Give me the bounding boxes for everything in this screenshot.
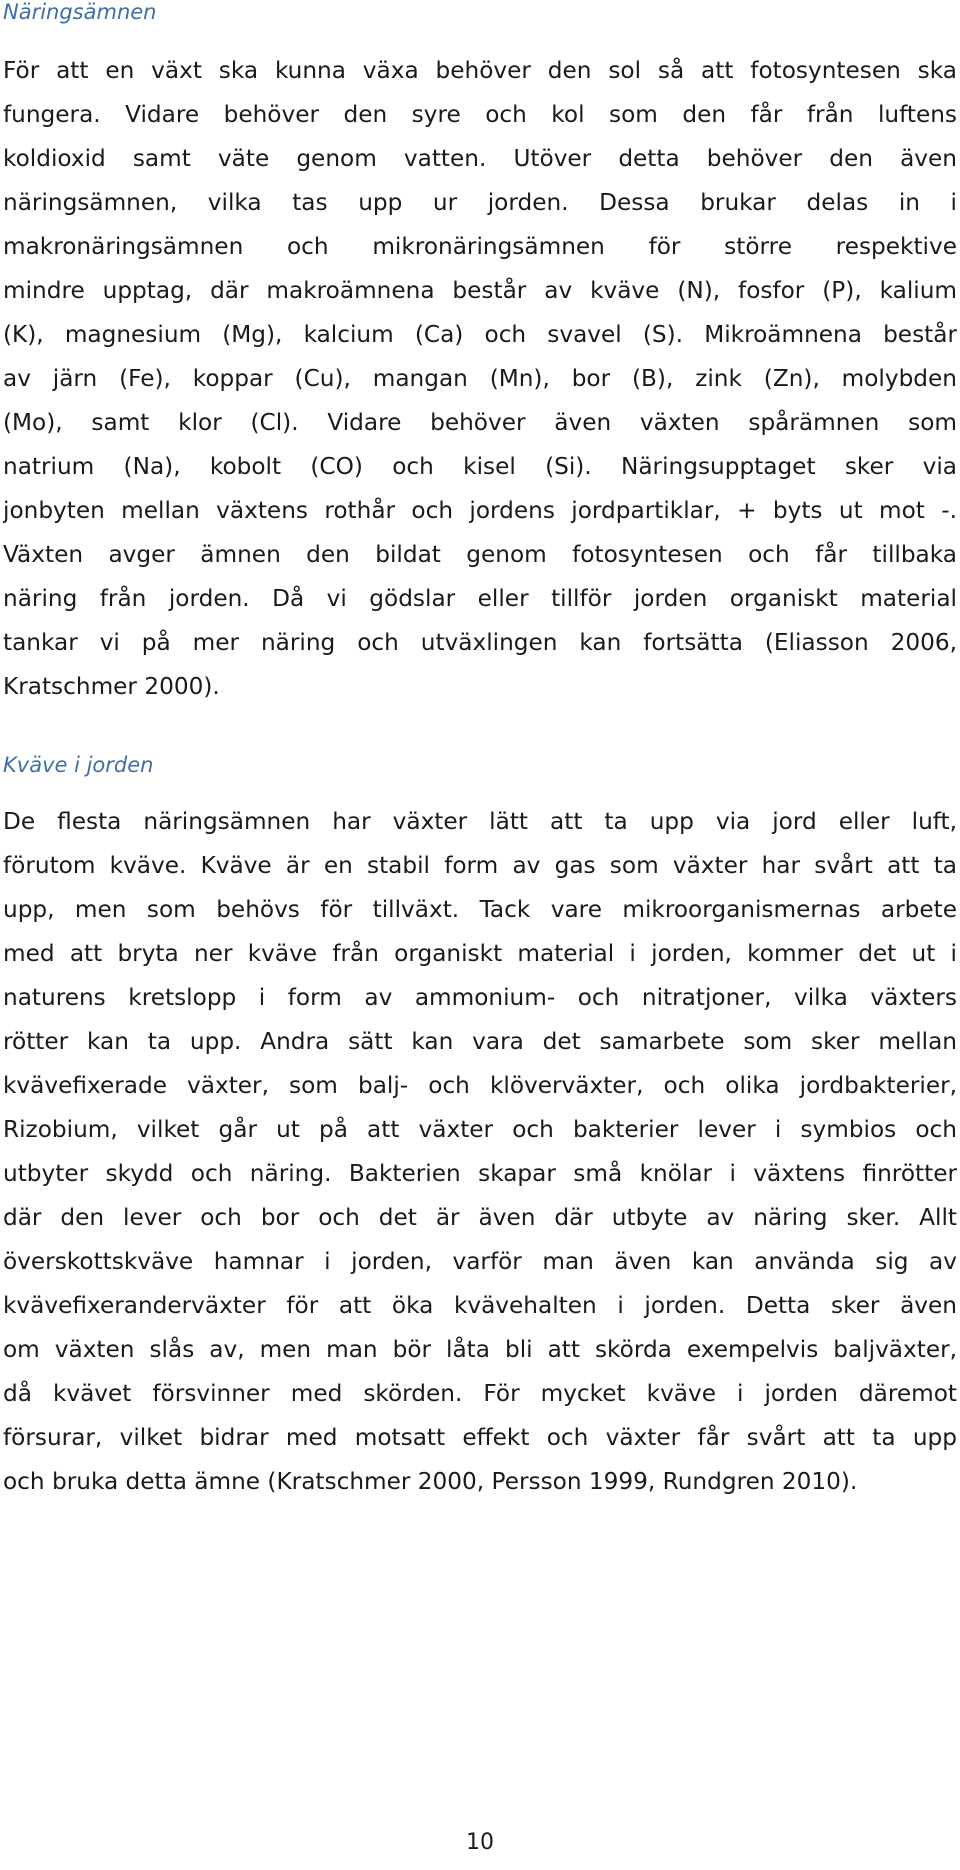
text-line: Kratschmer 2000). [3, 673, 220, 700]
text-line: (K), magnesium (Mg), kalcium (Ca) och svavel (S). Mikroämnena består [3, 321, 957, 348]
text-line: då kvävet försvinner med skörden. För mycket kväve i jorden däremot [3, 1380, 957, 1407]
text-line: om växten slås av, men man bör låta bli att skörda exempelvis baljväxter, [3, 1336, 957, 1363]
text-line: näring från jorden. Då vi gödslar eller tillför jorden organiskt material [3, 585, 957, 612]
text-line: jonbyten mellan växtens rothår och jordens jordpartiklar, + byts ut mot -. [3, 497, 957, 524]
text-line: av järn (Fe), koppar (Cu), mangan (Mn), bor (B), zink (Zn), molybden [3, 365, 957, 392]
paragraph-naringsamnen [3, 49, 957, 709]
text-line: utbyter skydd och näring. Bakterien skapar små knölar i växtens finrötter [3, 1160, 957, 1187]
text-line: näringsämnen, vilka tas upp ur jorden. Dessa brukar delas in i [3, 189, 957, 216]
text-line: upp, men som behövs för tillväxt. Tack vare mikroorganismernas arbete [3, 896, 957, 923]
text-line: där den lever och bor och det är även där utbyte av näring sker. Allt [3, 1204, 957, 1231]
text-line: (Mo), samt klor (Cl). Vidare behöver även växten spårämnen som [3, 409, 957, 436]
text-line: natrium (Na), kobolt (CO) och kisel (Si). Näringsupptaget sker via [3, 453, 957, 480]
text-line: Växten avger ämnen den bildat genom fotosyntesen och får tillbaka [3, 541, 957, 568]
text-line: De flesta näringsämnen har växter lätt att ta upp via jord eller luft, [3, 808, 957, 835]
text-line: rötter kan ta upp. Andra sätt kan vara det samarbete som sker mellan [3, 1028, 957, 1055]
text-line: koldioxid samt väte genom vatten. Utöver detta behöver den även [3, 145, 957, 172]
text-line: För att en växt ska kunna växa behöver den sol så att fotosyntesen ska [3, 57, 957, 84]
text-line: kvävefixerade växter, som balj- och klöverväxter, och olika jordbakterier, [3, 1072, 957, 1099]
text-line: Rizobium, vilket går ut på att växter och bakterier lever i symbios och [3, 1116, 957, 1143]
text-line: försurar, vilket bidrar med motsatt effekt och växter får svårt att ta upp [3, 1424, 957, 1451]
text-line: makronäringsämnen och mikronäringsämnen för större respektive [3, 233, 957, 260]
text-line: och bruka detta ämne (Kratschmer 2000, Persson 1999, Rundgren 2010). [3, 1468, 858, 1495]
text-line: fungera. Vidare behöver den syre och kol som den får från luftens [3, 101, 957, 128]
text-line: mindre upptag, där makroämnena består av kväve (N), fosfor (P), kalium [3, 277, 957, 304]
text-line: tankar vi på mer näring och utväxlingen kan fortsätta (Eliasson 2006, [3, 629, 957, 656]
page-number: 10 [466, 1830, 494, 1855]
text-line: förutom kväve. Kväve är en stabil form av gas som växter har svårt att ta [3, 852, 957, 879]
text-line: med att bryta ner kväve från organiskt material i jorden, kommer det ut i [3, 940, 957, 967]
text-line: överskottskväve hamnar i jorden, varför man även kan använda sig av [3, 1248, 957, 1275]
text-line: kvävefixeranderväxter för att öka kvävehalten i jorden. Detta sker även [3, 1292, 957, 1319]
text-line: naturens kretslopp i form av ammonium- och nitratjoner, vilka växters [3, 984, 957, 1011]
section-heading-naringsamnen: Näringsämnen [3, 0, 157, 24]
section-heading-kvave-i-jorden: Kväve i jorden [3, 753, 154, 777]
paragraph-kvave-i-jorden [3, 800, 957, 1504]
